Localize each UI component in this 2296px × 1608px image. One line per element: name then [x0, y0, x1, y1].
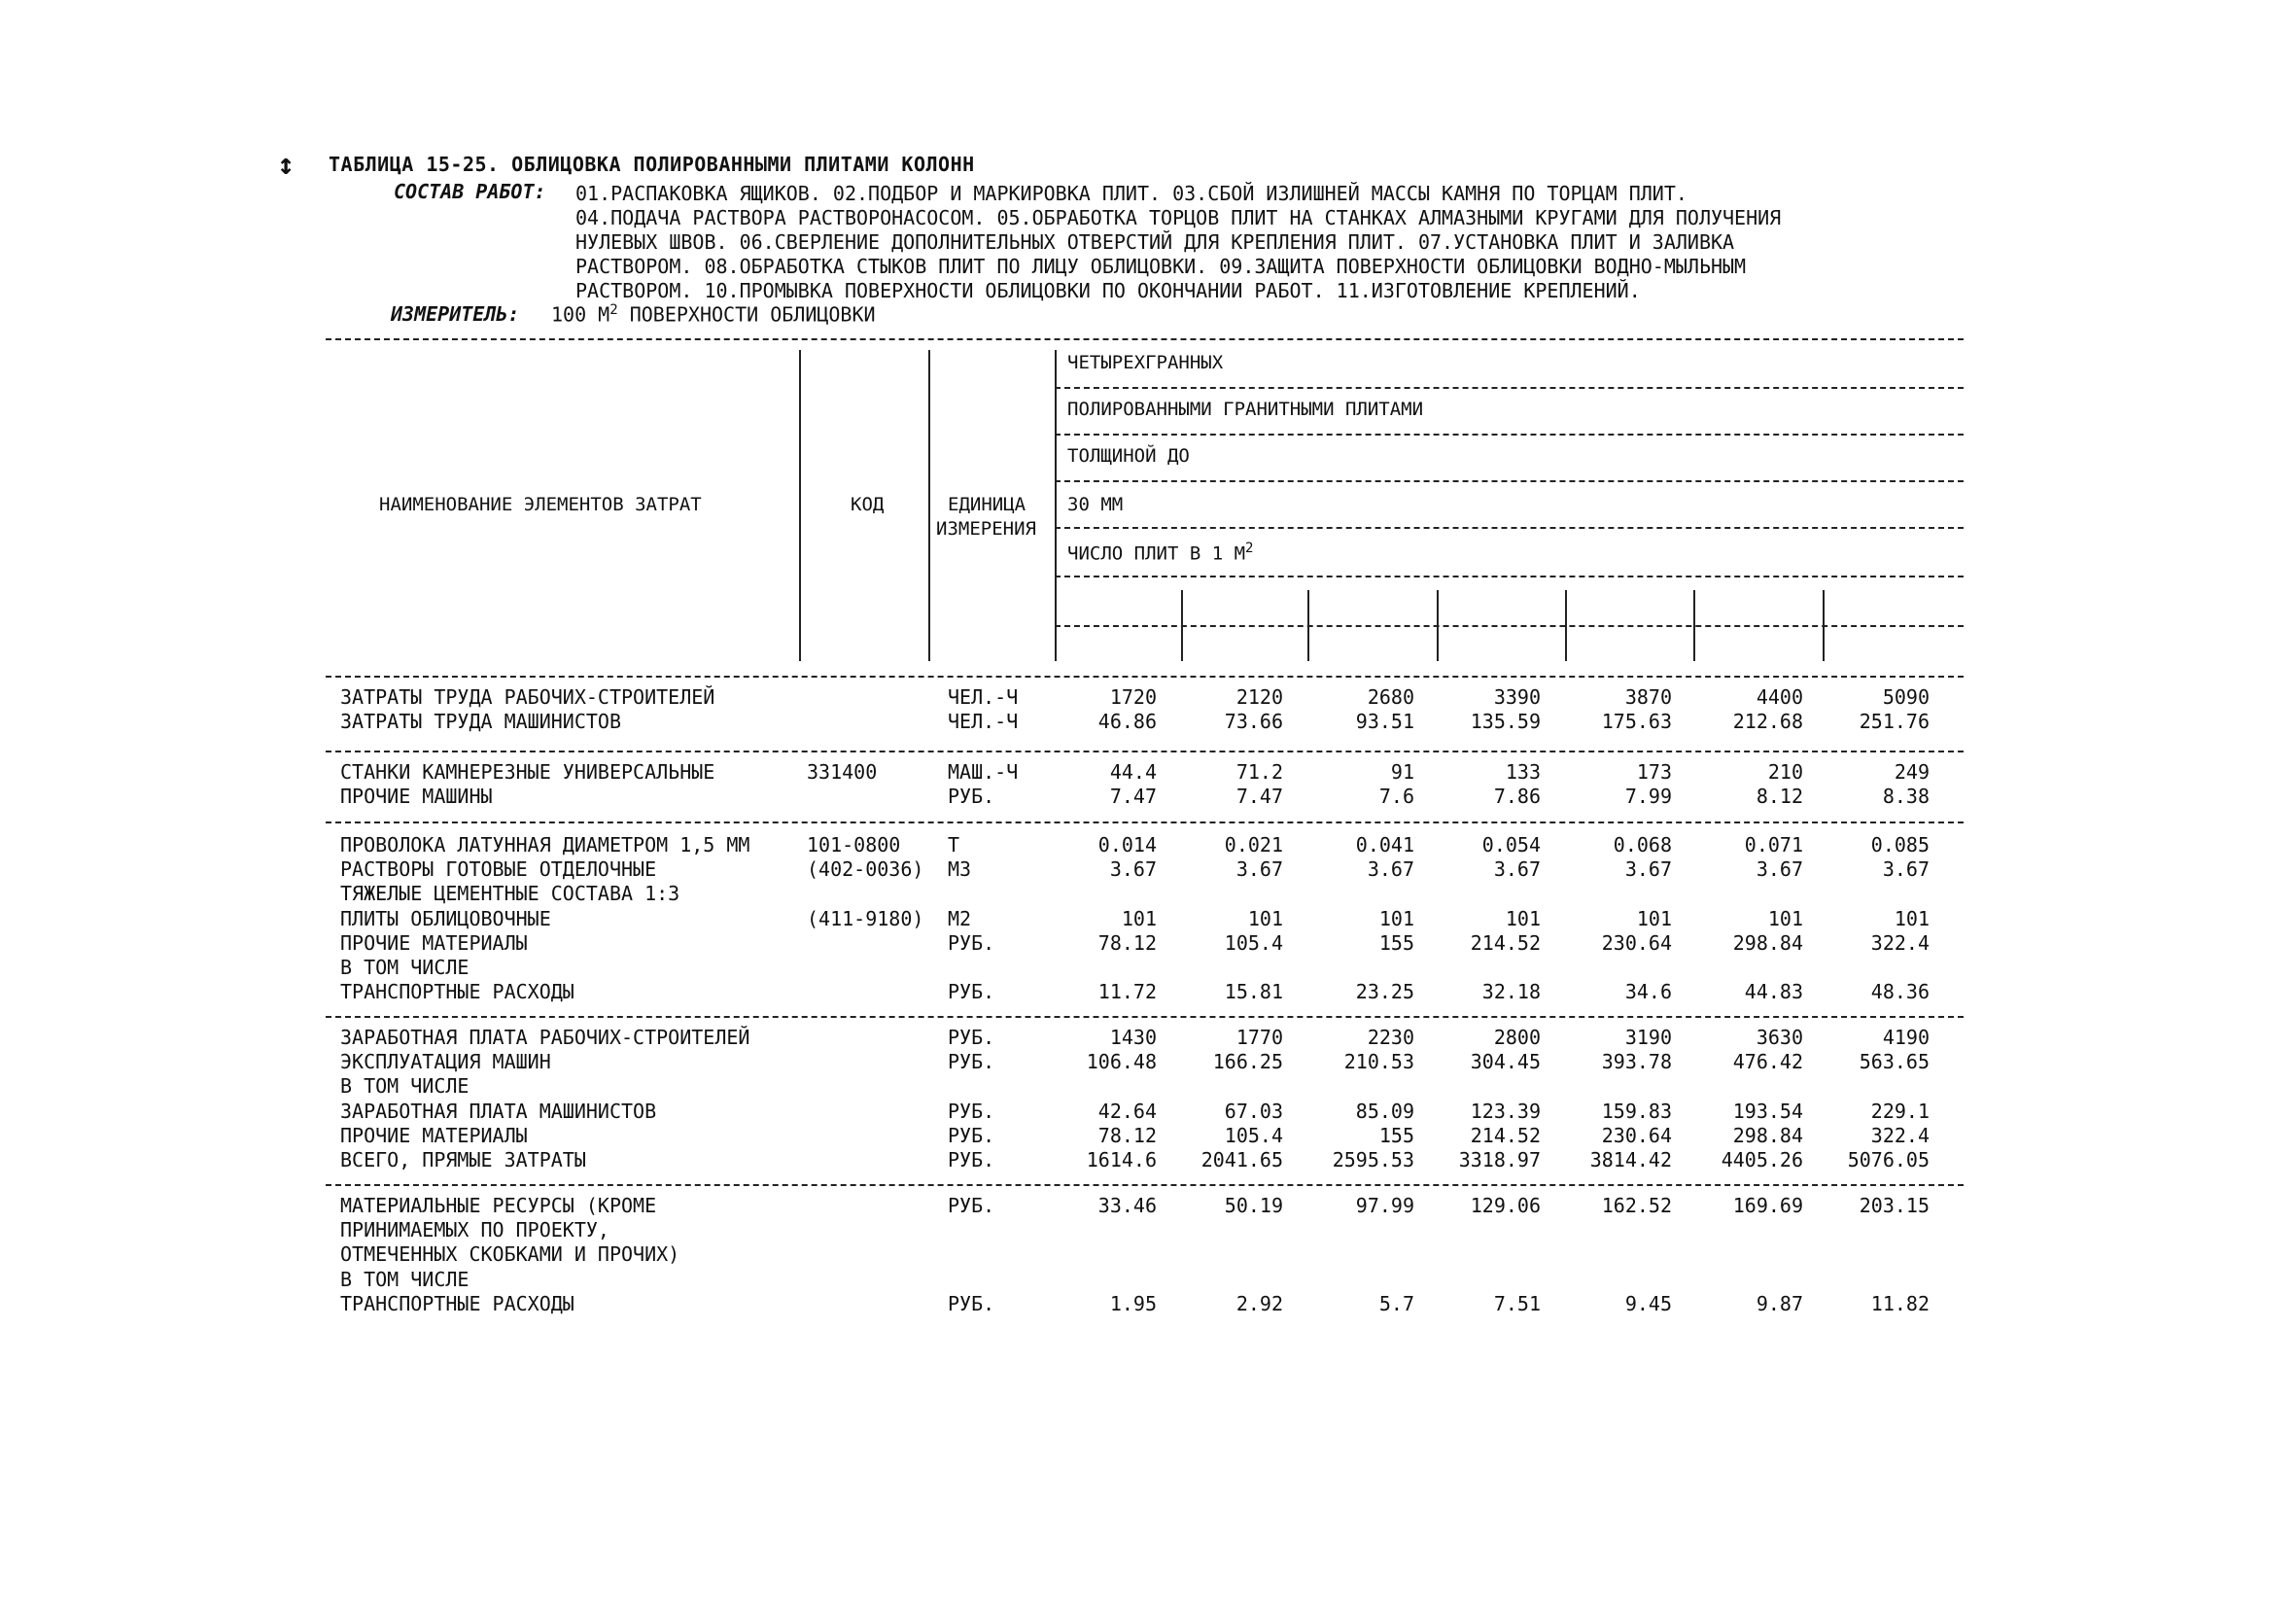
header-sub-rule	[1055, 480, 1964, 482]
table-cell-value: 105.4	[1224, 1123, 1283, 1147]
table-cell-value: 155	[1378, 930, 1414, 955]
table-cell-value: 3390	[1493, 685, 1541, 709]
table-cell-value: 0.021	[1224, 833, 1283, 856]
range-column-divider	[1307, 590, 1309, 661]
table-cell-value: 3.67	[1367, 857, 1414, 882]
table-cell-value: 46.86	[1097, 710, 1157, 734]
table-cell-value: 173	[1636, 760, 1672, 784]
page-marker-glyph: ↕	[277, 148, 296, 182]
table-cell-value: 101	[1247, 906, 1283, 930]
composition-label: СОСТАВ РАБОТ:	[394, 180, 546, 203]
table-cell-value: 3318.97	[1458, 1148, 1541, 1171]
table-row-unit: РУБ.	[948, 1050, 995, 1074]
table-cell-value: 203.15	[1859, 1194, 1930, 1217]
table-cell-value: 2680	[1367, 685, 1414, 709]
table-cell-value: 101	[1378, 906, 1414, 930]
table-row-name: ПРОЧИЕ МАШИНЫ	[340, 785, 493, 809]
header-unit-column-line2: ИЗМЕРЕНИЯ	[936, 518, 1036, 540]
header-name-column: НАИМЕНОВАНИЕ ЭЛЕМЕНТОВ ЗАТРАТ	[379, 494, 702, 515]
table-cell-value: 78.12	[1097, 930, 1157, 955]
table-row-unit: РУБ.	[948, 1148, 995, 1171]
table-cell-value: 3.67	[1756, 857, 1803, 882]
table-cell-value: 129.06	[1470, 1194, 1541, 1217]
table-cell-value: 4405.26	[1721, 1148, 1803, 1171]
table-cell-value: 7.47	[1109, 785, 1157, 809]
table-row-unit: РУБ.	[948, 785, 995, 809]
table-cell-value: 85.09	[1355, 1099, 1414, 1123]
table-cell-value: 322.4	[1870, 1123, 1930, 1147]
table-cell-value: 34.6	[1624, 980, 1672, 1004]
range-column-divider	[1823, 590, 1825, 661]
table-row-unit: Т	[948, 833, 960, 856]
table-cell-value: 2.92	[1235, 1291, 1283, 1315]
table-cell-value: 175.63	[1601, 710, 1672, 734]
table-cell-value: 393.78	[1601, 1050, 1672, 1074]
table-cell-value: 298.84	[1732, 1123, 1803, 1147]
table-cell-value: 3.67	[1109, 857, 1157, 882]
header-group-line: ЧЕТЫРЕХГРАННЫХ	[1067, 352, 1224, 373]
range-column-divider	[1181, 590, 1183, 661]
table-cell-value: 7.99	[1624, 785, 1672, 809]
table-cell-value: 249	[1894, 760, 1930, 784]
table-cell-value: 101	[1894, 906, 1930, 930]
table-row-name: ЗАТРАТЫ ТРУДА МАШИНИСТОВ	[340, 710, 621, 734]
table-cell-value: 105.4	[1224, 930, 1283, 955]
table-row-unit: РУБ.	[948, 980, 995, 1004]
table-cell-value: 23.25	[1355, 980, 1414, 1004]
header-sub-rule	[1055, 387, 1964, 389]
table-row-name: ЭКСПЛУАТАЦИЯ МАШИН	[340, 1050, 551, 1074]
header-column-divider	[928, 350, 930, 661]
table-cell-value: 3.67	[1624, 857, 1672, 882]
table-cell-value: 0.085	[1870, 833, 1930, 856]
table-row-name: ЗАТРАТЫ ТРУДА РАБОЧИХ-СТРОИТЕЛЕЙ	[340, 685, 715, 709]
table-cell-value: 1770	[1235, 1026, 1283, 1049]
table-cell-value: 5.7	[1378, 1291, 1414, 1315]
table-row-name: ЗАРАБОТНАЯ ПЛАТА МАШИНИСТОВ	[340, 1099, 657, 1123]
table-cell-value: 210.53	[1343, 1050, 1414, 1074]
table-cell-value: 212.68	[1732, 710, 1803, 734]
table-cell-value: 73.66	[1224, 710, 1283, 734]
table-cell-value: 42.64	[1097, 1099, 1157, 1123]
table-cell-value: 3814.42	[1589, 1148, 1672, 1171]
table-row-unit: РУБ.	[948, 1291, 995, 1315]
table-cell-value: 193.54	[1732, 1099, 1803, 1123]
table-cell-value: 1430	[1109, 1026, 1157, 1049]
table-row-name: ПРИНИМАЕМЫХ ПО ПРОЕКТУ,	[340, 1218, 609, 1242]
table-cell-value: 0.014	[1097, 833, 1157, 856]
table-cell-value: 135.59	[1470, 710, 1541, 734]
table-cell-value: 7.6	[1378, 785, 1414, 809]
table-cell-value: 162.52	[1601, 1194, 1672, 1217]
table-row-name: ВСЕГО, ПРЯМЫЕ ЗАТРАТЫ	[340, 1148, 586, 1171]
group-separator-rule	[326, 1184, 1964, 1186]
table-cell-value: 2041.65	[1200, 1148, 1283, 1171]
table-cell-value: 0.041	[1355, 833, 1414, 856]
header-sub-rule	[1055, 434, 1964, 436]
table-cell-value: 11.82	[1870, 1291, 1930, 1315]
table-cell-value: 11.72	[1097, 980, 1157, 1004]
table-cell-value: 3190	[1624, 1026, 1672, 1049]
table-cell-value: 166.25	[1212, 1050, 1283, 1074]
table-row-code: 331400	[807, 760, 878, 784]
table-cell-value: 15.81	[1224, 980, 1283, 1004]
header-sub-rule	[1055, 527, 1964, 529]
range-column-divider	[1565, 590, 1567, 661]
table-cell-value: 133	[1505, 760, 1541, 784]
table-cell-value: 229.1	[1870, 1099, 1930, 1123]
table-row-name: ТЯЖЕЛЫЕ ЦЕМЕНТНЫЕ СОСТАВА 1:3	[340, 882, 680, 906]
table-cell-value: 3.67	[1235, 857, 1283, 882]
group-separator-rule	[326, 751, 1964, 752]
table-cell-value: 5076.05	[1847, 1148, 1930, 1171]
composition-line: НУЛЕВЫХ ШВОВ. 06.СВЕРЛЕНИЕ ДОПОЛНИТЕЛЬНЫХ ОТВЕРСТИЙ ДЛЯ КРЕПЛЕНИЯ ПЛИТ. 07.УСТАНОВКА ПЛИТ И ЗАЛИВКА	[575, 230, 1735, 254]
table-row-name: ПРОЧИЕ МАТЕРИАЛЫ	[340, 930, 528, 955]
table-row-code: (402-0036)	[807, 857, 924, 882]
header-code-column: КОД	[851, 494, 885, 515]
table-cell-value: 71.2	[1235, 760, 1283, 784]
table-cell-value: 3630	[1756, 1026, 1803, 1049]
header-group-line: 30 ММ	[1067, 494, 1124, 515]
table-cell-value: 78.12	[1097, 1123, 1157, 1147]
table-row-unit: ЧЕЛ.-Ч	[948, 685, 1019, 709]
table-cell-value: 298.84	[1732, 930, 1803, 955]
table-row-name: ЗАРАБОТНАЯ ПЛАТА РАБОЧИХ-СТРОИТЕЛЕЙ	[340, 1026, 750, 1049]
table-row-unit: ЧЕЛ.-Ч	[948, 710, 1019, 734]
table-cell-value: 8.12	[1756, 785, 1803, 809]
table-cell-value: 214.52	[1470, 930, 1541, 955]
range-column-divider	[1437, 590, 1439, 661]
table-cell-value: 4190	[1882, 1026, 1930, 1049]
composition-line: РАСТВОРОМ. 08.ОБРАБОТКА СТЫКОВ ПЛИТ ПО ЛИЦУ ОБЛИЦОВКИ. 09.ЗАЩИТА ПОВЕРХНОСТИ ОБЛИЦОВКИ ВОДНО-МЫЛЬНЫМ	[575, 255, 1747, 278]
table-top-rule	[326, 338, 1964, 340]
table-cell-value: 1.95	[1109, 1291, 1157, 1315]
table-row-code: (411-9180)	[807, 906, 924, 930]
table-cell-value: 3.67	[1493, 857, 1541, 882]
table-row-name: МАТЕРИАЛЬНЫЕ РЕСУРСЫ (КРОМЕ	[340, 1194, 657, 1217]
table-row-name: ПРОВОЛОКА ЛАТУННАЯ ДИАМЕТРОМ 1,5 ММ	[340, 833, 750, 856]
table-row-unit: РУБ.	[948, 930, 995, 955]
table-cell-value: 304.45	[1470, 1050, 1541, 1074]
table-cell-value: 2595.53	[1332, 1148, 1414, 1171]
table-cell-value: 7.51	[1493, 1291, 1541, 1315]
table-cell-value: 101	[1636, 906, 1672, 930]
table-cell-value: 230.64	[1601, 930, 1672, 955]
table-cell-value: 7.86	[1493, 785, 1541, 809]
table-cell-value: 2230	[1367, 1026, 1414, 1049]
table-cell-value: 7.47	[1235, 785, 1283, 809]
table-cell-value: 5090	[1882, 685, 1930, 709]
header-unit-column-line1: ЕДИНИЦА	[948, 494, 1026, 515]
group-separator-rule	[326, 821, 1964, 823]
table-cell-value: 3870	[1624, 685, 1672, 709]
header-group-line: ПОЛИРОВАННЫМИ ГРАНИТНЫМИ ПЛИТАМИ	[1067, 399, 1424, 420]
table-cell-value: 101	[1505, 906, 1541, 930]
table-row-name: РАСТВОРЫ ГОТОВЫЕ ОТДЕЛОЧНЫЕ	[340, 857, 657, 882]
table-row-unit: РУБ.	[948, 1194, 995, 1217]
table-row-code: 101-0800	[807, 833, 901, 856]
table-row-name: ПРОЧИЕ МАТЕРИАЛЫ	[340, 1123, 528, 1147]
table-row-unit: РУБ.	[948, 1026, 995, 1049]
range-column-divider	[1693, 590, 1695, 661]
table-cell-value: 93.51	[1355, 710, 1414, 734]
table-cell-value: 91	[1390, 760, 1414, 784]
table-cell-value: 106.48	[1086, 1050, 1157, 1074]
table-cell-value: 1720	[1109, 685, 1157, 709]
table-row-name: ТРАНСПОРТНЫЕ РАСХОДЫ	[340, 1291, 574, 1315]
table-row-name: СТАНКИ КАМНЕРЕЗНЫЕ УНИВЕРСАЛЬНЫЕ	[340, 760, 715, 784]
table-row-unit: МАШ.-Ч	[948, 760, 1019, 784]
table-row-unit: РУБ.	[948, 1123, 995, 1147]
table-cell-value: 9.87	[1756, 1291, 1803, 1315]
table-cell-value: 2120	[1235, 685, 1283, 709]
table-cell-value: 155	[1378, 1123, 1414, 1147]
table-row-name: В ТОМ ЧИСЛЕ	[340, 1267, 470, 1291]
table-row-unit: РУБ.	[948, 1099, 995, 1123]
header-sub-rule	[1055, 625, 1964, 627]
table-row-name: В ТОМ ЧИСЛЕ	[340, 956, 470, 979]
table-cell-value: 101	[1767, 906, 1803, 930]
table-cell-value: 32.18	[1481, 980, 1541, 1004]
table-cell-value: 476.42	[1732, 1050, 1803, 1074]
table-cell-value: 44.4	[1109, 760, 1157, 784]
table-cell-value: 169.69	[1732, 1194, 1803, 1217]
table-cell-value: 4400	[1756, 685, 1803, 709]
table-cell-value: 210	[1767, 760, 1803, 784]
table-cell-value: 48.36	[1870, 980, 1930, 1004]
table-cell-value: 322.4	[1870, 930, 1930, 955]
header-column-divider	[1055, 350, 1057, 661]
table-cell-value: 2800	[1493, 1026, 1541, 1049]
table-cell-value: 0.054	[1481, 833, 1541, 856]
table-title: ТАБЛИЦА 15-25. ОБЛИЦОВКА ПОЛИРОВАННЫМИ ПЛИТАМИ КОЛОНН	[329, 153, 975, 176]
table-cell-value: 3.67	[1882, 857, 1930, 882]
table-cell-value: 8.38	[1882, 785, 1930, 809]
table-cell-value: 214.52	[1470, 1123, 1541, 1147]
table-row-name: ТРАНСПОРТНЫЕ РАСХОДЫ	[340, 980, 574, 1004]
table-cell-value: 230.64	[1601, 1123, 1672, 1147]
table-cell-value: 1614.6	[1086, 1148, 1157, 1171]
table-cell-value: 33.46	[1097, 1194, 1157, 1217]
header-sub-rule	[1055, 576, 1964, 577]
table-cell-value: 563.65	[1859, 1050, 1930, 1074]
table-cell-value: 0.068	[1613, 833, 1672, 856]
table-cell-value: 9.45	[1624, 1291, 1672, 1315]
table-cell-value: 123.39	[1470, 1099, 1541, 1123]
composition-line: 04.ПОДАЧА РАСТВОРА РАСТВОРОНАСОСОМ. 05.ОБРАБОТКА ТОРЦОВ ПЛИТ НА СТАНКАХ АЛМАЗНЫМИ КРУГАМИ ДЛЯ ПОЛУЧЕНИЯ	[575, 206, 1782, 229]
composition-line: РАСТВОРОМ. 10.ПРОМЫВКА ПОВЕРХНОСТИ ОБЛИЦОВКИ ПО ОКОНЧАНИИ РАБОТ. 11.ИЗГОТОВЛЕНИЕ КРЕПЛЕНИЙ.	[575, 279, 1641, 302]
measure-value: 100 $М^2$ ПОВЕРХНОСТИ ОБЛИЦОВКИ	[551, 302, 876, 327]
table-cell-value: 44.83	[1744, 980, 1803, 1004]
header-plates-per-m2: ЧИСЛО ПЛИТ В 1 $М^2$	[1067, 541, 1254, 565]
table-cell-value: 101	[1121, 906, 1157, 930]
table-cell-value: 251.76	[1859, 710, 1930, 734]
table-cell-value: 0.071	[1744, 833, 1803, 856]
header-bottom-rule	[326, 676, 1964, 678]
header-group-line: ТОЛЩИНОЙ ДО	[1067, 445, 1190, 467]
table-cell-value: 159.83	[1601, 1099, 1672, 1123]
table-cell-value: 50.19	[1224, 1194, 1283, 1217]
table-row-name: ПЛИТЫ ОБЛИЦОВОЧНЫЕ	[340, 906, 551, 930]
table-row-unit: М3	[948, 857, 972, 882]
group-separator-rule	[326, 1016, 1964, 1018]
header-column-divider	[799, 350, 801, 661]
composition-line: 01.РАСПАКОВКА ЯЩИКОВ. 02.ПОДБОР И МАРКИРОВКА ПЛИТ. 03.СБОЙ ИЗЛИШНЕЙ МАССЫ КАМНЯ ПО ТОРЦАМ ПЛИТ.	[575, 182, 1687, 205]
table-row-name: В ТОМ ЧИСЛЕ	[340, 1074, 470, 1099]
measure-label: ИЗМЕРИТЕЛЬ:	[391, 302, 520, 326]
table-row-unit: М2	[948, 906, 972, 930]
table-cell-value: 67.03	[1224, 1099, 1283, 1123]
table-row-name: ОТМЕЧЕННЫХ СКОБКАМИ И ПРОЧИХ)	[340, 1242, 680, 1267]
table-cell-value: 97.99	[1355, 1194, 1414, 1217]
